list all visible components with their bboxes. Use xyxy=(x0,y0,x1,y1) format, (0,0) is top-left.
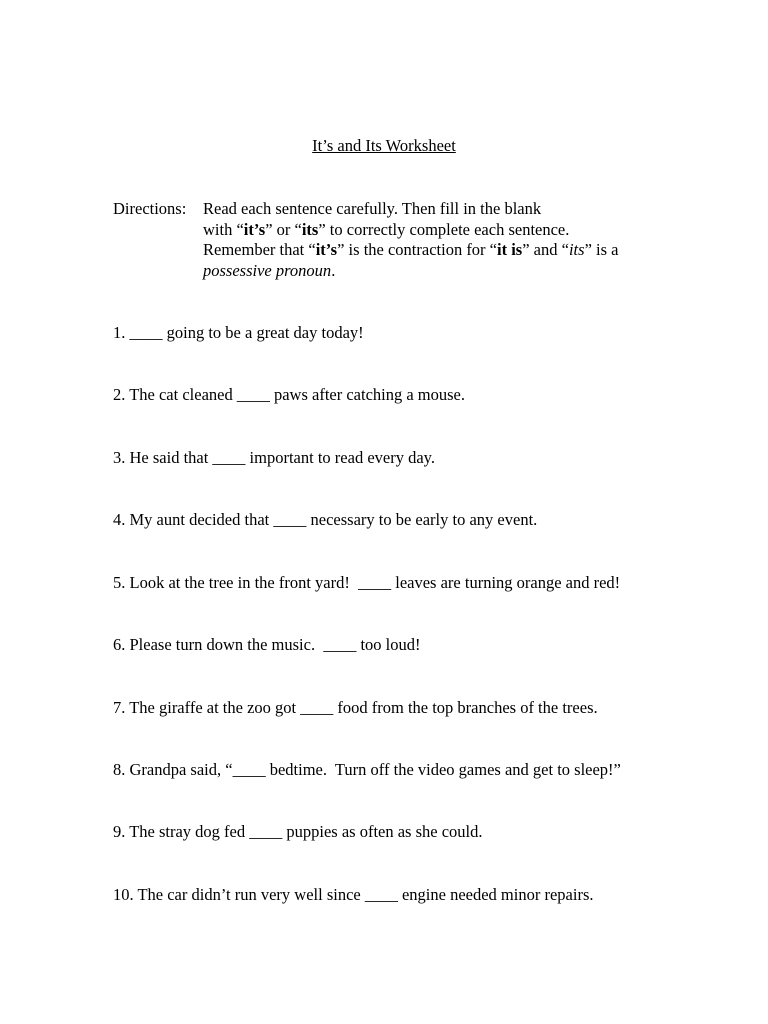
directions-line-1: Read each sentence carefully. Then fill in the blank xyxy=(203,199,542,218)
text-segment: ” to correctly complete each sentence. xyxy=(318,219,570,239)
bold-term-it-is: it is xyxy=(497,240,523,260)
question-text: 7. The giraffe at the zoo got ____ food from the top branches of the trees. xyxy=(113,698,598,717)
question-4 xyxy=(113,510,537,530)
question-text: 4. My aunt decided that ____ necessary to be early to any event. xyxy=(113,510,538,529)
question-text: 10. The car didn’t run very well since ____ engine needed minor repairs. xyxy=(113,885,594,904)
text-segment: with “ xyxy=(203,219,244,239)
question-2 xyxy=(113,385,465,405)
question-6 xyxy=(113,635,421,655)
text-segment: ” is the contraction for “ xyxy=(337,240,498,260)
directions-label: Directions: xyxy=(113,199,187,218)
question-text: 1. ____ going to be a great day today! xyxy=(113,323,364,342)
question-7 xyxy=(113,698,598,718)
directions-line-2 xyxy=(203,220,763,241)
text-segment: ” is a xyxy=(584,240,619,260)
question-text: 6. Please turn down the music. ____ too loud! xyxy=(113,635,421,654)
question-9 xyxy=(113,822,483,842)
directions-line-4 xyxy=(203,261,763,282)
question-1 xyxy=(113,323,364,343)
text-segment: ” or “ xyxy=(265,219,302,239)
bold-term-its-contraction: it’s xyxy=(243,219,266,239)
bold-term-its-contraction: it’s xyxy=(315,240,338,260)
question-text: 5. Look at the tree in the front yard! ____ leaves are turning orange and red! xyxy=(113,573,621,592)
question-text: 2. The cat cleaned ____ paws after catching a mouse. xyxy=(113,385,466,404)
question-5 xyxy=(113,573,620,593)
question-10 xyxy=(113,885,594,905)
page-title: It’s and Its Worksheet xyxy=(312,136,456,155)
question-text: 9. The stray dog fed ____ puppies as often as she could. xyxy=(113,822,483,841)
question-text: 8. Grandpa said, “____ bedtime. Turn off the video games and get to sleep!” xyxy=(113,760,621,779)
directions-line-3 xyxy=(203,240,763,261)
bold-term-its-possessive: its xyxy=(301,219,319,239)
question-8 xyxy=(113,760,621,780)
text-segment: Remember that “ xyxy=(203,240,316,260)
text-segment: ” and “ xyxy=(522,240,569,260)
question-text: 3. He said that ____ important to read every day. xyxy=(113,448,435,467)
text-segment: . xyxy=(331,261,336,281)
italic-term-possessive-pronoun: possessive pronoun xyxy=(203,261,332,281)
italic-term-its: its xyxy=(568,240,585,260)
question-3 xyxy=(113,448,435,468)
directions-text xyxy=(203,199,763,282)
